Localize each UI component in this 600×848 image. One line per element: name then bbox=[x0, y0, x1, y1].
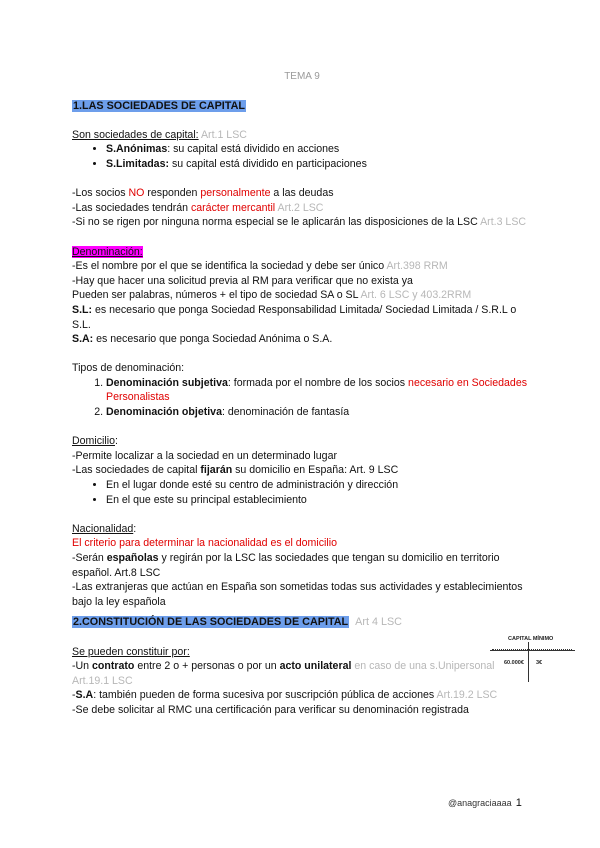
denomination-types-list bbox=[72, 376, 532, 420]
paragraph bbox=[72, 215, 532, 230]
intro-label: Son sociedades de capital: bbox=[72, 128, 199, 141]
paragraph: Tipos de denominación: bbox=[72, 362, 185, 375]
paragraph: -Hay que hacer una solicitud previa al RM para verificar que no exista ya bbox=[72, 274, 413, 287]
text: su domicilio en España: Art. 9 LSC bbox=[232, 464, 399, 477]
text: - bbox=[72, 689, 76, 702]
diagram-right-value: 3€ bbox=[536, 660, 543, 666]
paragraph bbox=[72, 186, 532, 201]
constitucion-label-line bbox=[72, 645, 532, 660]
red-text: necesario en Sociedades Personalistas bbox=[106, 376, 528, 404]
bold-text: S.L: bbox=[72, 303, 93, 316]
paragraph bbox=[72, 463, 532, 478]
text: y regirán por la LSC las sociedades que tengan su domicilio en territorio español. Art.8 LSC bbox=[72, 552, 500, 579]
list-item: • En el que este su principal establecimiento bbox=[106, 493, 532, 508]
list-item bbox=[106, 405, 532, 420]
denominacion-label-line bbox=[72, 245, 532, 260]
text: : bbox=[114, 435, 118, 448]
company-types-list bbox=[72, 142, 532, 171]
red-text: personalmente bbox=[200, 187, 271, 200]
list-item bbox=[106, 142, 532, 157]
paragraph bbox=[72, 332, 532, 347]
bold-text: S.A bbox=[75, 689, 94, 702]
nacionalidad-label: Nacionalidad bbox=[72, 522, 134, 535]
paragraph bbox=[72, 201, 532, 216]
page-footer bbox=[448, 796, 522, 811]
paragraph bbox=[72, 688, 532, 703]
domicilio-label: Domicilio bbox=[72, 435, 115, 448]
ref-text: Art.398 RRM bbox=[386, 260, 448, 273]
text: -Es el nombre por el que se identifica la sociedad y debe ser único bbox=[72, 260, 387, 273]
text: : bbox=[133, 522, 137, 535]
ref-text: Art.2 LSC bbox=[275, 201, 324, 214]
item-text: : denominación de fantasía bbox=[221, 406, 350, 419]
red-paragraph: El criterio para determinar la nacionalidad es el domicilio bbox=[72, 537, 337, 550]
heading-1-text: 1.LAS SOCIEDADES DE CAPITAL bbox=[73, 99, 245, 112]
text: Pueden ser palabras, números + el tipo de sociedad SA o SL bbox=[72, 289, 361, 302]
intro-line bbox=[72, 128, 532, 143]
text: es necesario que ponga Sociedad Anónima o S.A. bbox=[93, 333, 333, 346]
diagram-vertical-line bbox=[528, 642, 529, 682]
text: -Las sociedades tendrán bbox=[72, 201, 191, 214]
domicilio-label-line bbox=[72, 434, 532, 449]
text: responden bbox=[144, 187, 201, 200]
text: a las deudas bbox=[270, 187, 334, 200]
item-bold: S.Limitadas: bbox=[106, 157, 169, 170]
page-title: TEMA 9 bbox=[284, 71, 320, 82]
nacionalidad-label-line bbox=[72, 522, 532, 537]
item-text: su capital está dividido en participaciones bbox=[169, 157, 367, 170]
paragraph bbox=[72, 288, 532, 303]
heading-2-text: 2.CONSTITUCIÓN DE LAS SOCIEDADES DE CAPITAL bbox=[73, 616, 349, 629]
item-text: : formada por el nombre de los socios bbox=[227, 376, 409, 389]
ref-text: Art. 6 LSC y 403.2RRM bbox=[360, 289, 472, 302]
diagram-left-value: 60.000€ bbox=[504, 660, 524, 666]
paragraph bbox=[72, 659, 532, 688]
paragraph: -Se debe solicitar al RMC una certificación para verificar su denominación registrada bbox=[72, 703, 469, 716]
text: -Las sociedades de capital bbox=[72, 464, 201, 477]
red-text: carácter mercantil bbox=[190, 201, 276, 214]
domicilio-list bbox=[72, 478, 532, 507]
text: : también pueden de forma sucesiva por suscripción pública de acciones bbox=[93, 689, 437, 702]
section-heading-1 bbox=[72, 99, 532, 114]
text: -Los socios bbox=[72, 187, 129, 200]
paragraph: -Las extranjeras que actúan en España son sometidas todas sus actividades y establecimientos bajo la ley española bbox=[72, 581, 523, 608]
item-bold: Denominación objetiva bbox=[106, 406, 222, 419]
item-bold: S.Anónimas bbox=[106, 143, 168, 156]
text: -Serán bbox=[72, 552, 107, 564]
bold-text: S.A: bbox=[72, 333, 94, 346]
text: es necesario que ponga Sociedad Responsabilidad Limitada/ Sociedad Limitada / S.R.L o S.L. bbox=[72, 303, 517, 331]
ref-text: Art.3 LSC bbox=[480, 216, 527, 229]
bold-text: contrato bbox=[92, 660, 135, 673]
diagram-horizontal-line bbox=[490, 650, 575, 651]
ref-text: Art.19.2 LSC bbox=[436, 689, 498, 702]
constitucion-label: Se pueden constituir por: bbox=[72, 645, 190, 658]
heading-2-ref: Art 4 LSC bbox=[355, 616, 402, 629]
text: entre 2 o + personas o por un bbox=[134, 660, 280, 673]
denominacion-label: Denominación: bbox=[72, 245, 143, 258]
page-number: 1 bbox=[515, 797, 522, 809]
ref-text: en caso de una s.Unipersonal Art.19.1 LSC bbox=[72, 660, 495, 687]
bold-text: acto unilateral bbox=[279, 660, 352, 673]
bold-text: fijarán bbox=[200, 464, 233, 477]
paragraph bbox=[72, 551, 532, 580]
section-heading-2 bbox=[72, 615, 532, 630]
paragraph bbox=[72, 259, 532, 274]
text: -Un bbox=[72, 660, 93, 673]
intro-ref: Art.1 LSC bbox=[200, 128, 247, 141]
paragraph: -Permite localizar a la sociedad en un determinado lugar bbox=[72, 449, 337, 462]
red-text: NO bbox=[128, 187, 145, 200]
item-bold: Denominación subjetiva bbox=[106, 376, 228, 389]
diagram-title: CAPITAL MÍNIMO bbox=[508, 636, 554, 642]
bold-text: españolas bbox=[106, 552, 159, 564]
document-page bbox=[72, 70, 532, 718]
list-item bbox=[106, 157, 532, 172]
item-text: : su capital está dividido en acciones bbox=[167, 143, 340, 156]
list-item bbox=[106, 376, 532, 405]
footer-author: @anagraciaaaa bbox=[448, 798, 512, 808]
capital-minimo-diagram bbox=[490, 632, 575, 684]
paragraph bbox=[72, 303, 532, 332]
list-item: • En el lugar donde esté su centro de administración y dirección bbox=[106, 478, 532, 493]
text: -Si no se rigen por ninguna norma especial se le aplicarán las disposiciones de la LSC bbox=[72, 216, 481, 229]
